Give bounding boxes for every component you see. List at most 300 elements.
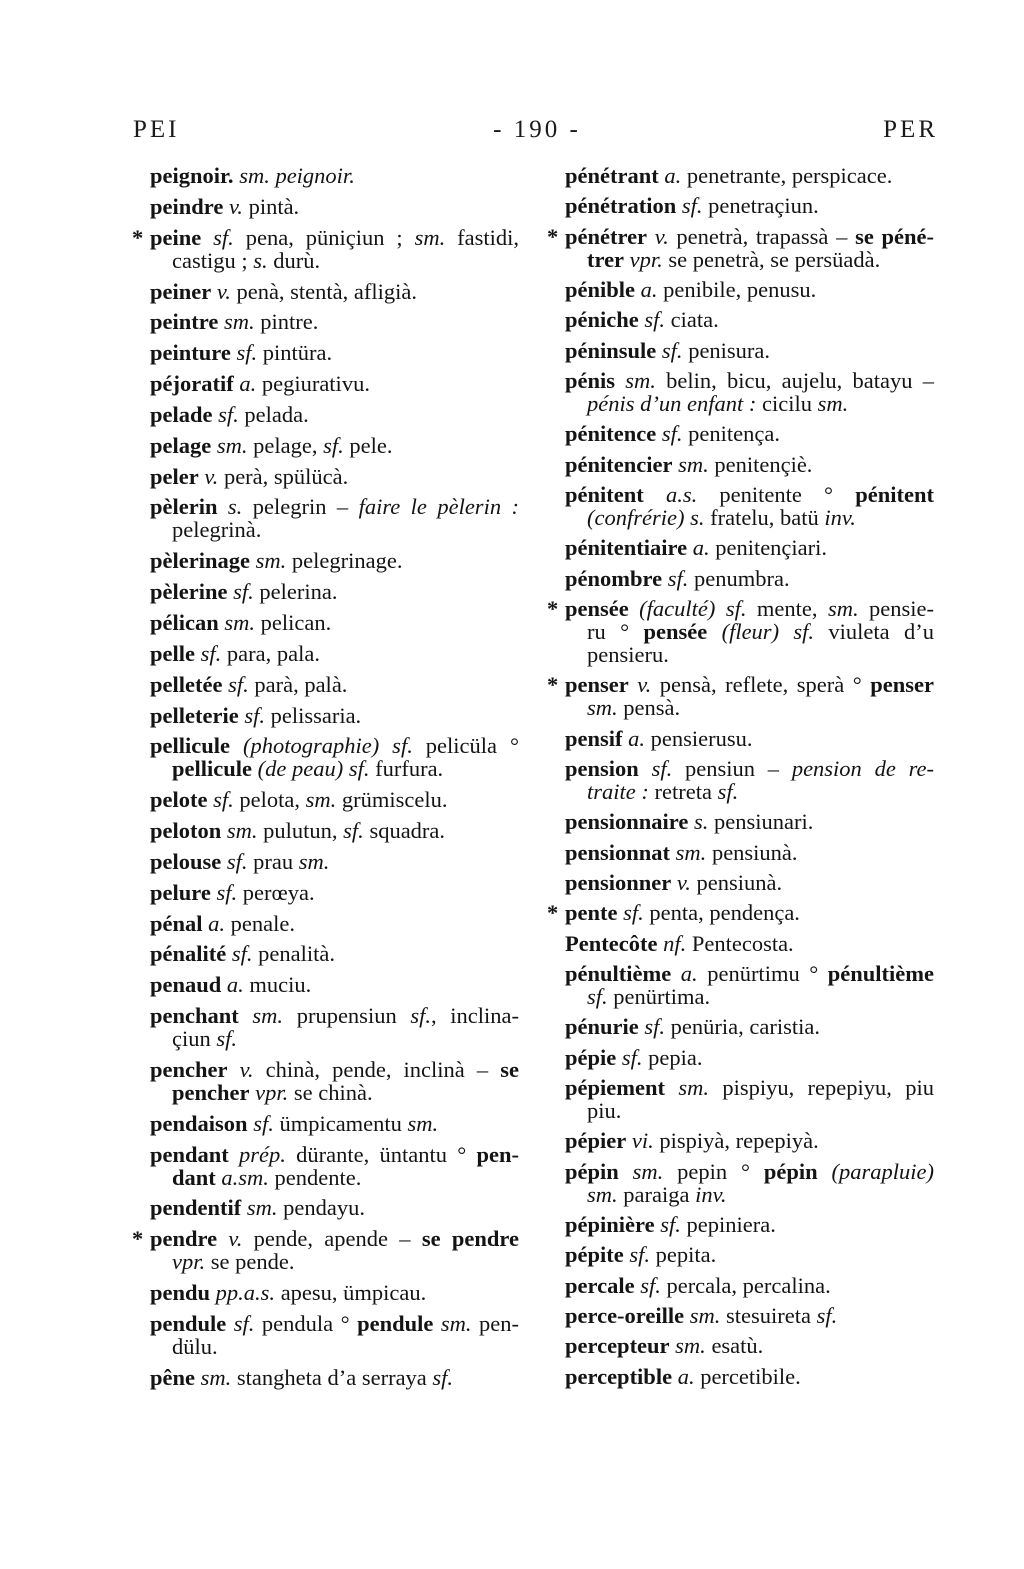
- italic-label: sf.: [638, 1014, 666, 1040]
- definition-text: pepita.: [650, 1242, 717, 1268]
- headword: pellicule: [172, 756, 252, 782]
- definition-text: penitente °: [697, 481, 856, 507]
- headword: pensionnat: [565, 839, 671, 865]
- italic-label: sm.: [218, 609, 256, 635]
- headword: pensionnaire: [565, 809, 689, 835]
- italic-label: sm.: [298, 848, 330, 874]
- italic-label: sf.: [410, 1003, 431, 1029]
- entry-line: [150, 1335, 519, 1358]
- definition-text: penisura.: [682, 337, 771, 363]
- entry-line: [565, 536, 934, 559]
- dictionary-entry: [150, 912, 519, 935]
- dictionary-entry: [150, 372, 519, 395]
- italic-label: sf.: [654, 1211, 681, 1237]
- definition-text: fratelu, batü: [704, 504, 825, 530]
- definition-text: pepiniera.: [680, 1211, 776, 1237]
- entry-line: [565, 1160, 934, 1183]
- headword: pénal: [150, 910, 203, 936]
- definition-text: muciu.: [243, 972, 312, 998]
- dictionary-entry: [565, 1015, 934, 1038]
- italic-label: sf.: [587, 983, 608, 1009]
- entry-line: [150, 642, 519, 665]
- entry-line: [150, 611, 519, 634]
- entry-line: [565, 673, 934, 696]
- definition-text: mente,: [746, 595, 828, 621]
- entry-line: [150, 1004, 519, 1027]
- headword: pensée: [643, 618, 708, 644]
- definition-text: piu.: [587, 1097, 622, 1123]
- italic-label: sm.: [218, 309, 255, 335]
- headword: pension: [565, 755, 639, 781]
- headword: péniche: [565, 307, 639, 333]
- entry-line: [150, 1112, 519, 1135]
- dictionary-entry: [565, 871, 934, 894]
- dictionary-entry: [565, 1365, 934, 1388]
- headword: peine: [150, 224, 202, 250]
- headword: pèlerinage: [150, 548, 250, 574]
- italic-label: a.: [658, 163, 682, 188]
- entry-line: [150, 249, 519, 272]
- dictionary-entry: [565, 841, 934, 864]
- headword: pénitent: [565, 481, 644, 507]
- dictionary-entry: [150, 611, 519, 634]
- headword: pellicule: [150, 733, 230, 759]
- italic-label: sf.: [221, 848, 248, 874]
- dictionary-entry: [565, 1304, 934, 1327]
- headword: se pendre: [421, 1226, 519, 1252]
- italic-label: v.: [628, 672, 652, 698]
- entry-line: [565, 1274, 934, 1297]
- headword: pendule: [357, 1311, 434, 1336]
- dictionary-entry: [150, 1312, 519, 1358]
- entry-line: [565, 1243, 934, 1266]
- headword: peignoir.: [150, 163, 234, 188]
- italic-label: sf.: [216, 1026, 238, 1052]
- entry-line: [150, 819, 519, 842]
- definition-text: prupensiun: [283, 1003, 411, 1029]
- entry-line: [565, 248, 934, 271]
- definition-text: penumbra.: [688, 565, 790, 591]
- entry-line: [150, 973, 519, 996]
- italic-label: sf.: [656, 337, 683, 363]
- dictionary-entry: [150, 788, 519, 811]
- dictionary-entry: [565, 757, 934, 803]
- dictionary-entry: [150, 1004, 519, 1050]
- definition-text: pelada.: [238, 401, 309, 427]
- entry-line: [565, 810, 934, 833]
- definition-text: durù.: [267, 247, 321, 273]
- definition-text: ciata.: [665, 307, 719, 333]
- italic-label: prép.: [228, 1141, 286, 1167]
- dictionary-entry: [150, 549, 519, 572]
- entry-line: [565, 962, 934, 985]
- dictionary-entry: [565, 810, 934, 833]
- italic-label: sm.: [827, 595, 859, 621]
- italic-label: (parapluie): [817, 1158, 934, 1184]
- dictionary-entry: [150, 1112, 519, 1135]
- definition-text: pelota,: [233, 787, 306, 813]
- definition-text: perà, spülücà.: [218, 463, 349, 489]
- entry-line: [150, 280, 519, 303]
- entry-line: [150, 1196, 519, 1219]
- dictionary-entry: [565, 1129, 934, 1152]
- entry-line: [565, 225, 934, 248]
- entry-line: [565, 506, 934, 529]
- entry-line: [150, 1250, 519, 1273]
- dictionary-entry: [565, 422, 934, 445]
- definition-text: penetrante, perspicace.: [681, 163, 893, 188]
- entry-line: [565, 194, 934, 217]
- italic-label: sm.: [211, 432, 248, 458]
- definition-text: pulutun,: [257, 818, 344, 844]
- italic-label: (fleur) sf.: [707, 618, 815, 644]
- headword: pénitentiaire: [565, 535, 688, 561]
- headword: pénurie: [565, 1014, 639, 1040]
- italic-label: (de peau) sf.: [252, 756, 370, 782]
- dictionary-entry: [565, 164, 934, 187]
- entry-line: [150, 1227, 519, 1250]
- headword: pénétration: [565, 193, 677, 219]
- entry-line: [565, 483, 934, 506]
- italic-label: sf.: [676, 193, 703, 219]
- definition-text: esatù.: [705, 1333, 764, 1359]
- entry-line: [565, 278, 934, 301]
- definition-text: ru °: [587, 618, 644, 644]
- headword: perce-oreille: [565, 1302, 685, 1328]
- dictionary-entry: [132, 224, 519, 273]
- italic-label: vpr.: [172, 1249, 206, 1275]
- italic-label: sf.: [210, 879, 238, 905]
- italic-label: sm.: [305, 787, 337, 813]
- definition-text: pen-: [471, 1311, 519, 1336]
- entry-line: [565, 1015, 934, 1038]
- headword: pépite: [565, 1242, 624, 1268]
- definition-text: ümpicamentu: [273, 1110, 408, 1136]
- italic-label: sf.: [816, 1302, 838, 1328]
- headword: péninsule: [565, 337, 657, 363]
- definition-text: pepin °: [663, 1158, 764, 1184]
- italic-label: a.: [671, 960, 698, 986]
- definition-text: penitençiari.: [709, 535, 828, 561]
- entry-line: [565, 567, 934, 590]
- entry-line: [150, 495, 519, 518]
- italic-label: sm.: [665, 1074, 709, 1100]
- italic-label: sm.: [407, 1110, 439, 1136]
- headword: pelote: [150, 787, 208, 813]
- entry-line: [565, 1304, 934, 1327]
- entry-line: [565, 1046, 934, 1069]
- italic-label: sf.: [656, 421, 683, 447]
- italic-label: sf.: [638, 755, 673, 781]
- definition-text: penale.: [225, 910, 295, 936]
- headword: pendule: [150, 1311, 227, 1336]
- entry-line: [150, 580, 519, 603]
- entry-star-marker: *: [547, 223, 559, 249]
- definition-text: percetibile.: [694, 1363, 801, 1389]
- dictionary-entry: [565, 962, 934, 1008]
- definition-text: penetrà, trapassà –: [668, 223, 856, 249]
- headword: pensif: [565, 725, 623, 751]
- entry-line: [150, 1027, 519, 1050]
- definition-text: pendente.: [268, 1164, 362, 1190]
- italic-label: sf.: [201, 224, 234, 250]
- definition-text: pendayu.: [277, 1195, 366, 1221]
- headword: pénis: [565, 367, 616, 393]
- definition-text: pensiunà.: [690, 869, 783, 895]
- dictionary-entry: [565, 536, 934, 559]
- dictionary-entry: [565, 1274, 934, 1297]
- definition-text: pensiunari.: [708, 809, 814, 835]
- entry-star-marker: *: [547, 672, 559, 698]
- headword: se péné-: [855, 223, 934, 249]
- entry-line: [565, 1334, 934, 1357]
- italic-label: a.: [672, 1363, 695, 1389]
- definition-text: apesu, ümpicau.: [275, 1280, 427, 1306]
- italic-label: pension de re-: [791, 755, 935, 781]
- headword: penchant: [150, 1003, 239, 1029]
- headword: pénalité: [150, 941, 227, 967]
- italic-label: pp.a.s.: [210, 1280, 276, 1306]
- italic-label: inv.: [824, 504, 856, 530]
- definition-text: pensiun –: [672, 755, 792, 781]
- italic-label: sf.: [195, 640, 222, 666]
- entry-line: [565, 392, 934, 415]
- dictionary-entry: [150, 164, 519, 187]
- definition-text: pelerina.: [253, 579, 338, 605]
- definition-text: fastidi,: [445, 224, 519, 250]
- definition-text: parà, palà.: [248, 671, 348, 697]
- italic-label: sf.: [634, 1272, 661, 1298]
- italic-label: v.: [671, 869, 691, 895]
- entry-line: [565, 985, 934, 1008]
- italic-label: (photographie) sf.: [230, 733, 413, 759]
- dictionary-entry: [150, 881, 519, 904]
- entry-star-marker: *: [547, 900, 559, 926]
- definition-text: dürante, üntantu °: [285, 1141, 477, 1167]
- headword: pendentif: [150, 1195, 242, 1221]
- definition-text: pispiyu, repepiyu, piu: [708, 1074, 934, 1100]
- definition-text: pena, püniçiun ;: [233, 224, 415, 250]
- dictionary-entry: [150, 280, 519, 303]
- definition-text: Pentecosta.: [686, 930, 794, 956]
- headword: pendant: [150, 1141, 229, 1167]
- definition-text: belin, bicu, aujelu, batayu –: [655, 367, 934, 393]
- definition-text: penürtimu °: [697, 960, 828, 986]
- entry-line: [150, 403, 519, 426]
- headword: pénible: [565, 276, 636, 302]
- headword: pêne: [150, 1364, 195, 1390]
- entry-line: [150, 881, 519, 904]
- italic-label: s.: [217, 494, 243, 520]
- italic-label: sm.: [817, 390, 849, 416]
- definition-text: pispiyà, repepiyà.: [653, 1128, 819, 1154]
- entry-line: [150, 1312, 519, 1335]
- definition-text: stesuireta: [720, 1302, 817, 1328]
- headword: pelletée: [150, 671, 223, 697]
- definition-text: para, pala.: [221, 640, 320, 666]
- italic-label: sf.: [226, 941, 253, 967]
- entry-line: [565, 643, 934, 666]
- italic-label: sf.: [247, 1110, 274, 1136]
- definition-text: percala, percalina.: [660, 1272, 831, 1298]
- definition-text: pensieru.: [587, 641, 669, 667]
- dictionary-entry: [565, 727, 934, 750]
- dictionary-entry: [150, 1281, 519, 1304]
- entry-line: [150, 1081, 519, 1104]
- italic-label: sm. peignoir.: [233, 163, 355, 188]
- definition-text: pensà, reflete, sperà °: [651, 672, 871, 698]
- headword: pendre: [150, 1226, 218, 1252]
- entry-line: [565, 1213, 934, 1236]
- entry-line: [565, 620, 934, 643]
- headword: pèlerin: [150, 494, 218, 520]
- entry-line: [565, 164, 934, 187]
- definition-text: se chinà.: [288, 1079, 373, 1105]
- italic-label: a.: [233, 371, 257, 397]
- headword: pélican: [150, 609, 219, 635]
- definition-text: penta, pendença.: [643, 900, 800, 926]
- definition-text: pelage,: [247, 432, 324, 458]
- italic-label: sm.: [669, 1333, 706, 1359]
- dictionary-entry: [150, 1366, 519, 1389]
- dictionary-entry: [150, 704, 519, 727]
- italic-label: vpr.: [624, 246, 663, 272]
- headword: pelle: [150, 640, 195, 666]
- right-column: [547, 163, 935, 1395]
- entry-line: [150, 310, 519, 333]
- italic-label: sf.: [432, 1364, 454, 1390]
- italic-label: sm.: [195, 1364, 232, 1390]
- italic-label: sf.: [638, 307, 666, 333]
- dictionary-entry: [150, 973, 519, 996]
- italic-label: a.: [635, 276, 658, 302]
- definition-text: pelissaria.: [264, 702, 362, 728]
- headword: penser: [870, 672, 934, 698]
- italic-label: sf.: [207, 787, 234, 813]
- headword: pensionner: [565, 869, 672, 895]
- definition-text: pepia.: [642, 1044, 703, 1070]
- definition-text: penà, stentà, afligià.: [230, 278, 418, 304]
- headword: pénombre: [565, 565, 663, 591]
- headword: Pentecôte: [565, 930, 658, 956]
- dictionary-entry: [565, 932, 934, 955]
- definition-text: çiun: [172, 1026, 217, 1052]
- italic-label: sm.: [221, 818, 258, 844]
- definition-text: grümiscelu.: [336, 787, 448, 813]
- entry-line: [565, 339, 934, 362]
- entry-line: [150, 372, 519, 395]
- italic-label: v.: [647, 223, 669, 249]
- definition-text: viuleta d’u: [814, 618, 934, 644]
- entry-line: [565, 453, 934, 476]
- italic-label: sf.: [662, 565, 689, 591]
- headword: pénitence: [565, 421, 657, 447]
- headword: pencher: [150, 1056, 228, 1082]
- definition-text: squadra.: [363, 818, 446, 844]
- entry-line: [565, 780, 934, 803]
- entry-line: [565, 1183, 934, 1206]
- entry-line: [565, 308, 934, 331]
- italic-label: a.sm.: [215, 1164, 269, 1190]
- definition-text: penalità.: [252, 941, 335, 967]
- dictionary-entry: [565, 483, 934, 529]
- headword: pénultième: [565, 960, 672, 986]
- entry-line: [150, 704, 519, 727]
- entry-line: [150, 942, 519, 965]
- definition-text: , inclina-: [430, 1003, 519, 1029]
- italic-label: sm.: [587, 695, 618, 721]
- definition-text: dülu.: [172, 1334, 218, 1359]
- definition-text: pende, apende –: [242, 1226, 422, 1252]
- entry-line: [150, 518, 519, 541]
- italic-label: a.: [687, 535, 710, 561]
- definition-text: pintre.: [254, 309, 319, 335]
- headword: peloton: [150, 818, 222, 844]
- definition-text: penüria, caristia.: [665, 1014, 820, 1040]
- italic-label: a.: [202, 910, 226, 936]
- headword: pénitencier: [565, 451, 673, 477]
- entry-line: [150, 1366, 519, 1389]
- entry-line: [565, 1099, 934, 1122]
- definition-text: pendula °: [254, 1311, 358, 1336]
- italic-label: vi.: [626, 1128, 654, 1154]
- entry-line: [150, 912, 519, 935]
- definition-text: pelegrinà.: [172, 517, 262, 543]
- definition-text: pelegrin –: [242, 494, 359, 520]
- entry-line: [150, 434, 519, 457]
- italic-label: sf.: [717, 778, 739, 804]
- definition-text: pelican.: [255, 609, 332, 635]
- italic-label: v.: [227, 1056, 254, 1082]
- dictionary-entry: [547, 595, 934, 667]
- definition-text: castigu ;: [172, 247, 254, 273]
- definition-text: pele.: [343, 432, 393, 458]
- dictionary-entry: [547, 672, 934, 721]
- definition-text: prau: [247, 848, 299, 874]
- italic-label: sm.: [684, 1302, 721, 1328]
- italic-label: inv.: [695, 1181, 727, 1207]
- definition-text: pegiurativu.: [256, 371, 370, 397]
- italic-label: sm.: [414, 224, 446, 250]
- italic-label: sm.: [670, 839, 707, 865]
- left-column: [132, 163, 519, 1397]
- dictionary-entry: [150, 310, 519, 333]
- entry-line: [565, 1076, 934, 1099]
- italic-label: a.s.: [643, 481, 698, 507]
- dictionary-entry: [150, 495, 519, 541]
- entry-star-marker: *: [547, 595, 559, 621]
- italic-label: sf.: [617, 900, 644, 926]
- italic-label: sm.: [618, 1158, 664, 1184]
- headword: trer: [587, 246, 625, 272]
- entry-line: [150, 757, 519, 780]
- entry-line: [150, 164, 519, 187]
- italic-label: sm.: [672, 451, 709, 477]
- italic-label: s.: [688, 809, 709, 835]
- headword: dant: [172, 1164, 216, 1190]
- headword: pelure: [150, 879, 211, 905]
- dictionary-entry: [150, 1058, 519, 1104]
- headword: pelage: [150, 432, 212, 458]
- dictionary-entry: [150, 1143, 519, 1189]
- entry-line: [150, 734, 519, 757]
- italic-label: (faculté) sf.: [628, 595, 747, 621]
- definition-text: se pende.: [205, 1249, 295, 1275]
- entry-line: [565, 727, 934, 750]
- headword: penser: [565, 672, 629, 698]
- italic-label: sf.: [230, 340, 258, 366]
- italic-label: sm.: [249, 548, 287, 574]
